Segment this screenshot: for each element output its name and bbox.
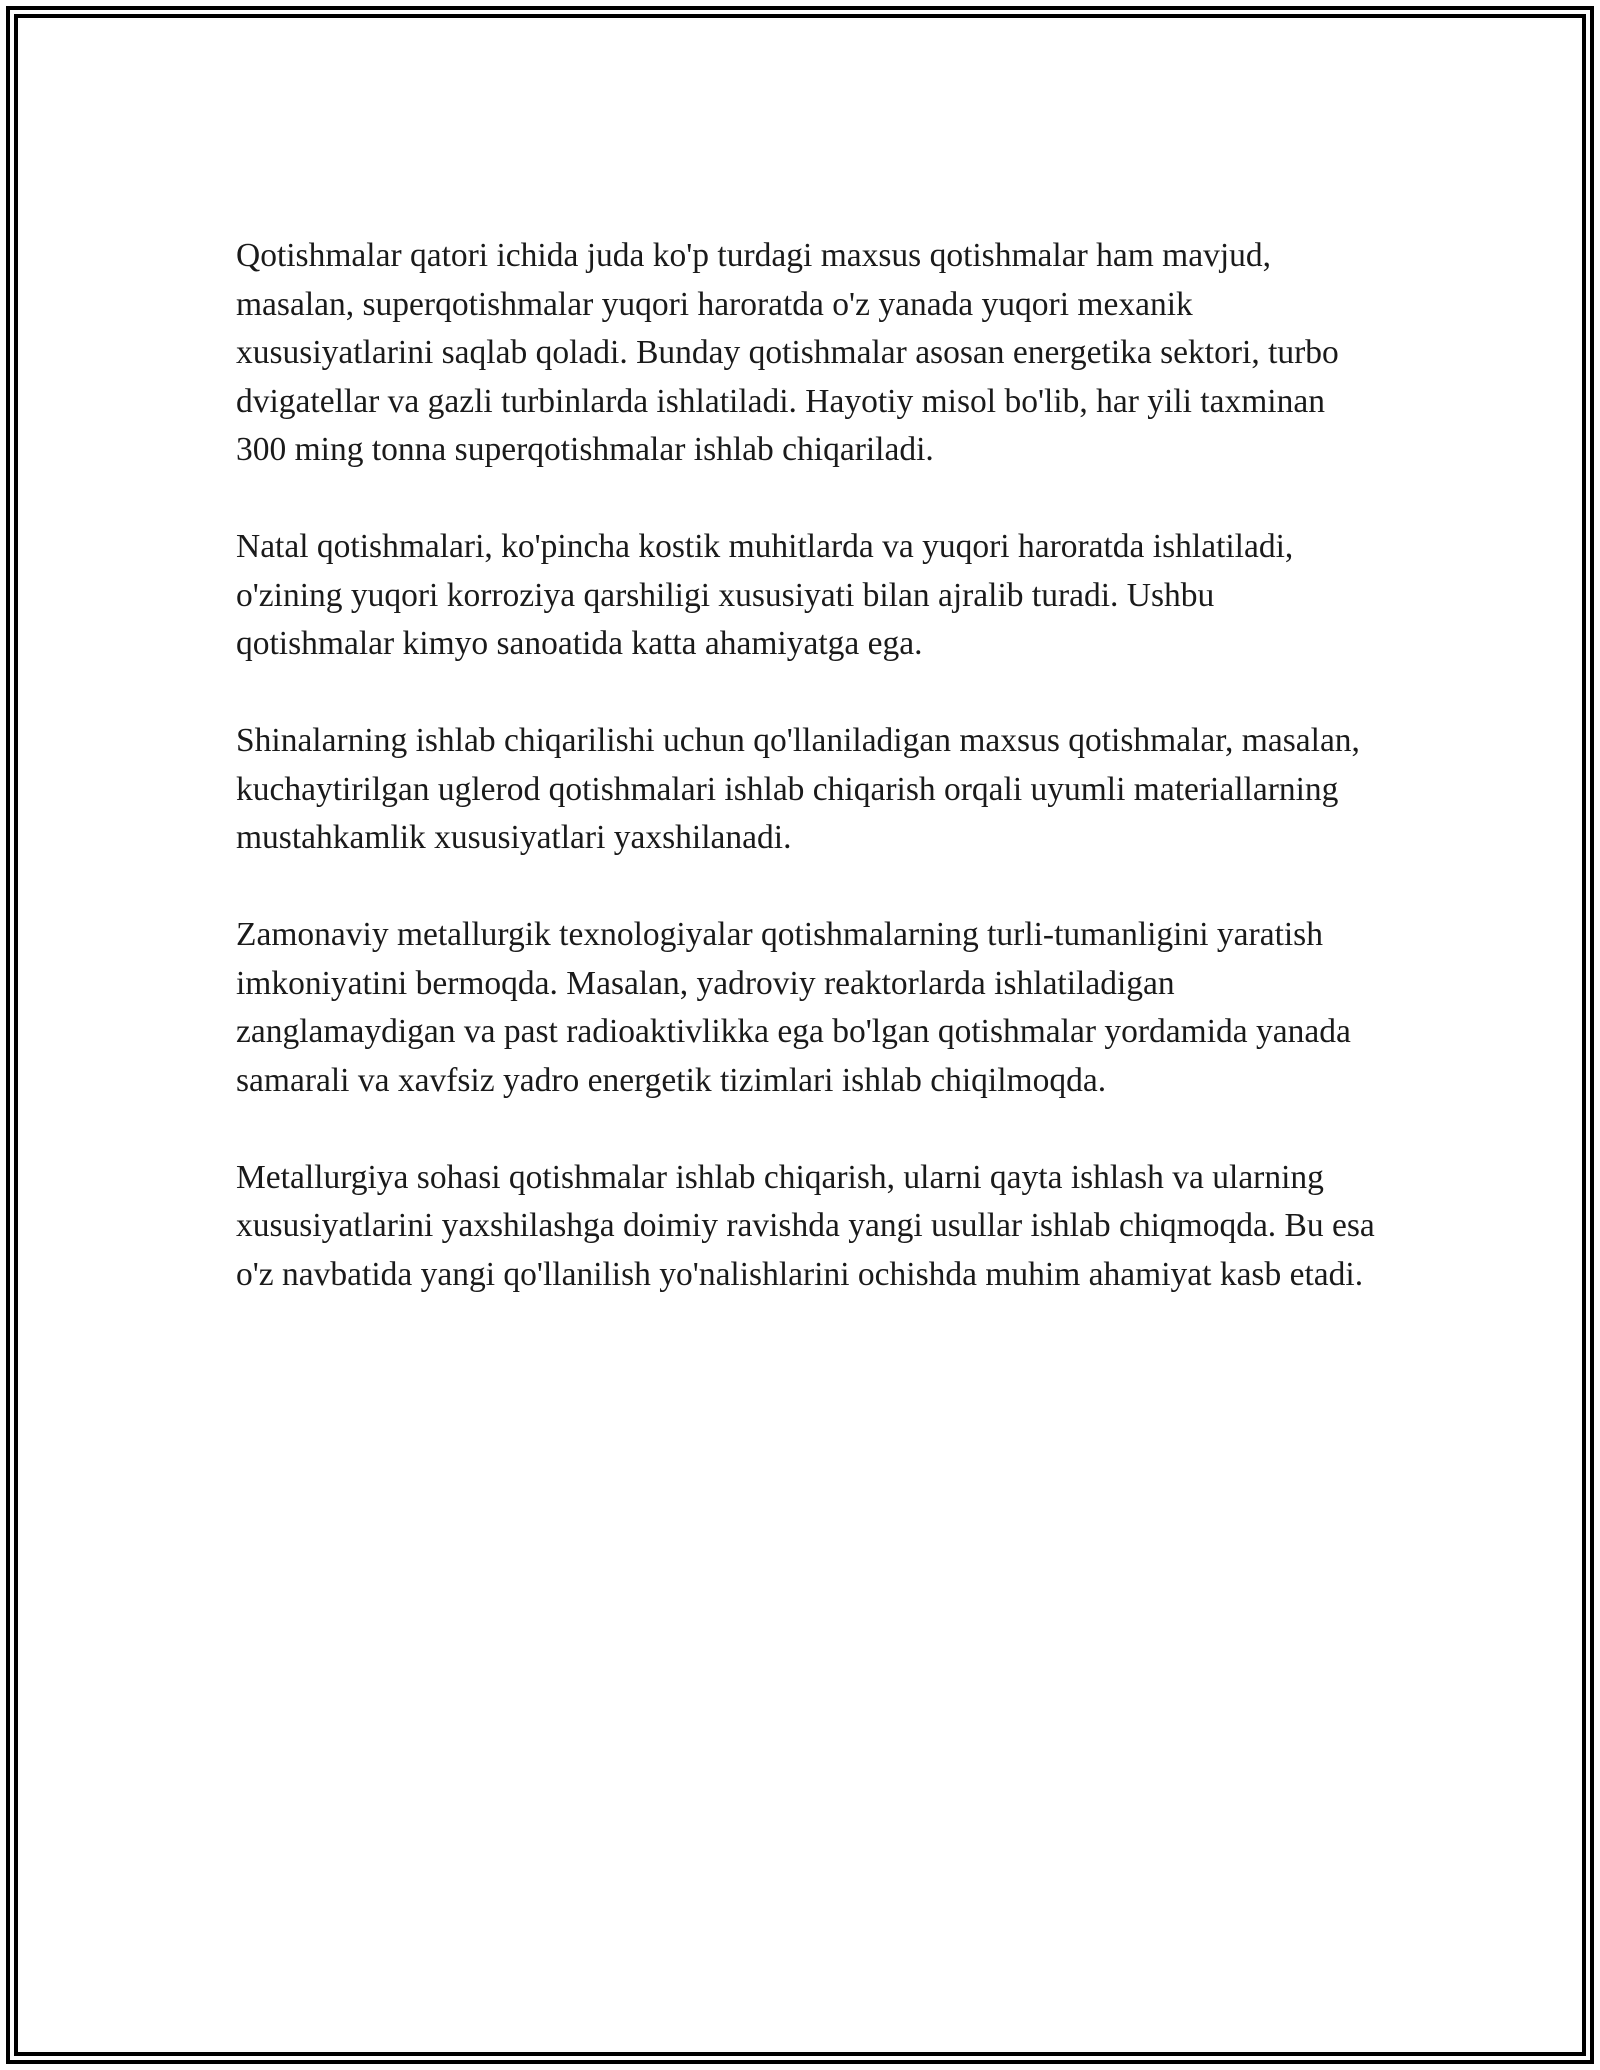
document-body [236,232,1376,1299]
paragraph: Metallurgiya sohasi qotishmalar ishlab chiqarish, ularni qayta ishlash va ularning xususiyatlarini yaxshilashga doimiy ravishda yangi usullar ishlab chiqmoqda. Bu esa o'z navbatida yangi qo'llanilish yo'nalishlarini ochishda muhim ahamiyat kasb etadi. [236,1158,1375,1293]
paragraph: Zamonaviy metallurgik texnologiyalar qotishmalarning turli-tumanligini yaratish imkoniyatini bermoqda. Masalan, yadroviy reaktorlarda ishlatiladigan zanglamaydigan va past radioaktivlikka ega bo'lgan qotishmalar yordamida yanada samarali va xavfsiz yadro energetik tizimlari ishlab chiqilmoqda. [236,916,1351,1099]
paragraph: Shinalarning ishlab chiqarilishi uchun qo'llaniladigan maxsus qotishmalar, masalan, kuchaytirilgan uglerod qotishmalari ishlab chiqarish orqali uyumli materiallarning mustahkamlik xususiyatlari yaxshilanadi. [236,722,1360,856]
paragraph: Qotishmalar qatori ichida juda ko'p turdagi maxsus qotishmalar ham mavjud, masalan, superqotishmalar yuqori haroratda o'z yanada yuqori mexanik xususiyatlarini saqlab qoladi. Bunday qotishmalar asosan energetika sektori, turbo dvigatellar va gazli turbinlarda ishlatiladi. Hayotiy misol bo'lib, har yili taxminan 300 ming tonna superqotishmalar ishlab chiqariladi. [236,237,1339,468]
paragraph: Natal qotishmalari, ko'pincha kostik muhitlarda va yuqori haroratda ishlatiladi, o'zining yuqori korroziya qarshiligi xususiyati bilan ajralib turadi. Ushbu qotishmalar kimyo sanoatida katta ahamiyatga ega. [236,528,1294,662]
